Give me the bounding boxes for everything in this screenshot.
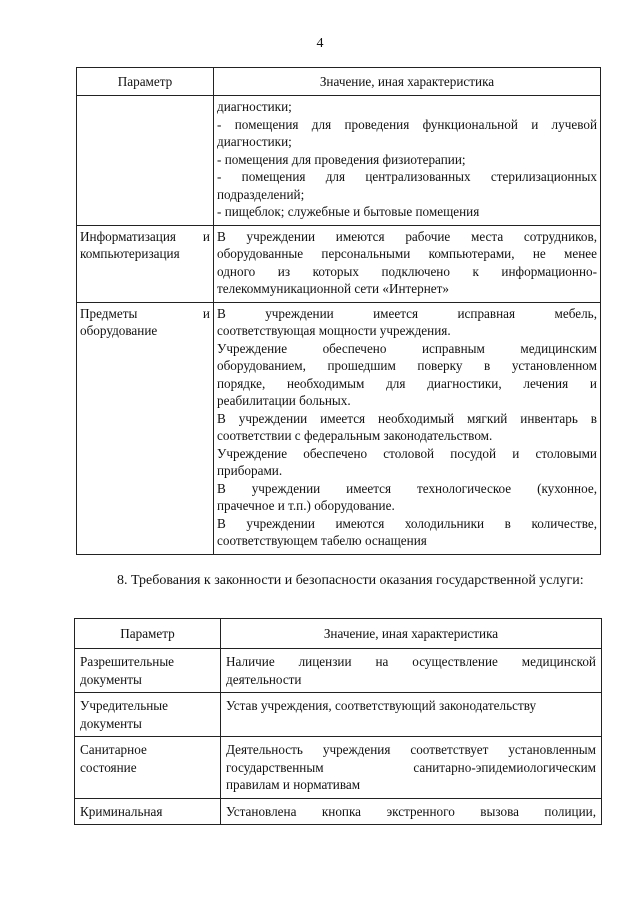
value-line: государственным санитарно-эпидемиологическим [226,759,596,775]
param-cell [75,693,221,737]
value-line: - помещения для проведения функциональной и лучевой [217,116,597,132]
value-line: подразделений; [217,186,305,202]
value-line: деятельности [226,671,302,687]
param-cell [77,96,214,226]
value-line: В учреждении имеется технологическое (кухонное, [217,480,597,496]
value-line: В учреждении имеется исправная мебель, [217,305,597,321]
column-header-value: Значение, иная характеристика [221,619,602,649]
table-row-informatization [77,225,601,302]
param-text: Предметы и [80,305,210,321]
column-header-parameter: Параметр [75,619,221,649]
value-line: Установлена кнопка экстренного вызова полиции, [226,803,596,819]
value-line: приборами. [217,463,283,478]
value-line: В учреждении имеются рабочие места сотрудников, [217,228,597,244]
param-cell [77,225,214,302]
table-row-premises [77,96,601,226]
value-line: Учреждение обеспечено столовой посудой и столовыми [217,445,597,461]
param-text: Учредительные [80,698,168,713]
value-line: порядке, необходимым для диагностики, лечения и [217,375,597,391]
value-line: Деятельность учреждения соответствует установленным [226,742,596,757]
legality-safety-table [74,618,602,825]
value-line: телекоммуникационной сети «Интернет» [217,281,449,296]
value-line: правилам и нормативам [226,777,361,792]
facility-requirements-table [76,67,601,555]
value-line: оборудованные персональными компьютерами, не менее [217,246,597,261]
table-row-founding-documents [75,693,602,737]
param-text: Криминальная [80,803,163,819]
param-text: состояние [80,759,137,775]
param-text: компьютеризация [80,246,180,261]
table-row-sanitary-condition [75,737,602,799]
param-text: Санитарное [80,742,147,757]
value-line: прачечное и т.п.) оборудование. [217,498,395,513]
table-row-criminal-safety [75,798,602,825]
value-line: реабилитации больных. [217,393,351,408]
param-cell [75,798,221,825]
param-text: оборудование [80,323,158,338]
param-text: Информатизация и [80,228,210,244]
value-line: - помещения для централизованных стерилизационных [217,169,597,184]
table-header-row [75,619,602,649]
table-row-equipment [77,302,601,554]
value-line: Учреждение обеспечено исправным медицинским [217,340,597,356]
value-line: Наличие лицензии на осуществление медицинской [226,654,596,669]
param-cell [75,737,221,799]
table-row-permits [75,649,602,693]
param-text: документы [80,715,142,731]
value-line: В учреждении имеются холодильники в количестве, [217,515,597,531]
value-cell [214,302,601,554]
section-8-heading: 8. Требования к законности и безопасности оказания государственной услуги: [117,573,584,588]
value-line: соответствующая мощности учреждения. [217,323,451,338]
param-cell [77,302,214,554]
value-cell [221,798,602,825]
table-header-row [77,68,601,96]
value-cell [221,693,602,737]
param-text: документы [80,671,142,687]
value-cell [221,737,602,799]
value-line: Устав учреждения, соответствующий законодательству [226,698,537,713]
value-line: - помещения для проведения физиотерапии; [217,151,466,167]
value-line: соответствии с федеральным законодательством. [217,428,493,443]
value-line: диагностики; [217,134,292,149]
value-line: одного из которых подключено к информационно- [217,263,597,279]
value-line: оборудованием, прошедшим поверку в установленном [217,358,597,373]
value-line: диагностики; [217,99,292,114]
param-text: Разрешительные [80,654,175,669]
value-line: соответствующем табелю оснащения [217,533,427,548]
column-header-value: Значение, иная характеристика [214,68,601,96]
value-line: В учреждении имеется необходимый мягкий инвентарь в [217,410,597,426]
value-cell [221,649,602,693]
value-cell [214,96,601,226]
param-cell [75,649,221,693]
page-number: 4 [316,36,324,51]
value-cell [214,225,601,302]
column-header-parameter: Параметр [77,68,214,96]
value-line: - пищеблок; служебные и бытовые помещения [217,204,480,219]
